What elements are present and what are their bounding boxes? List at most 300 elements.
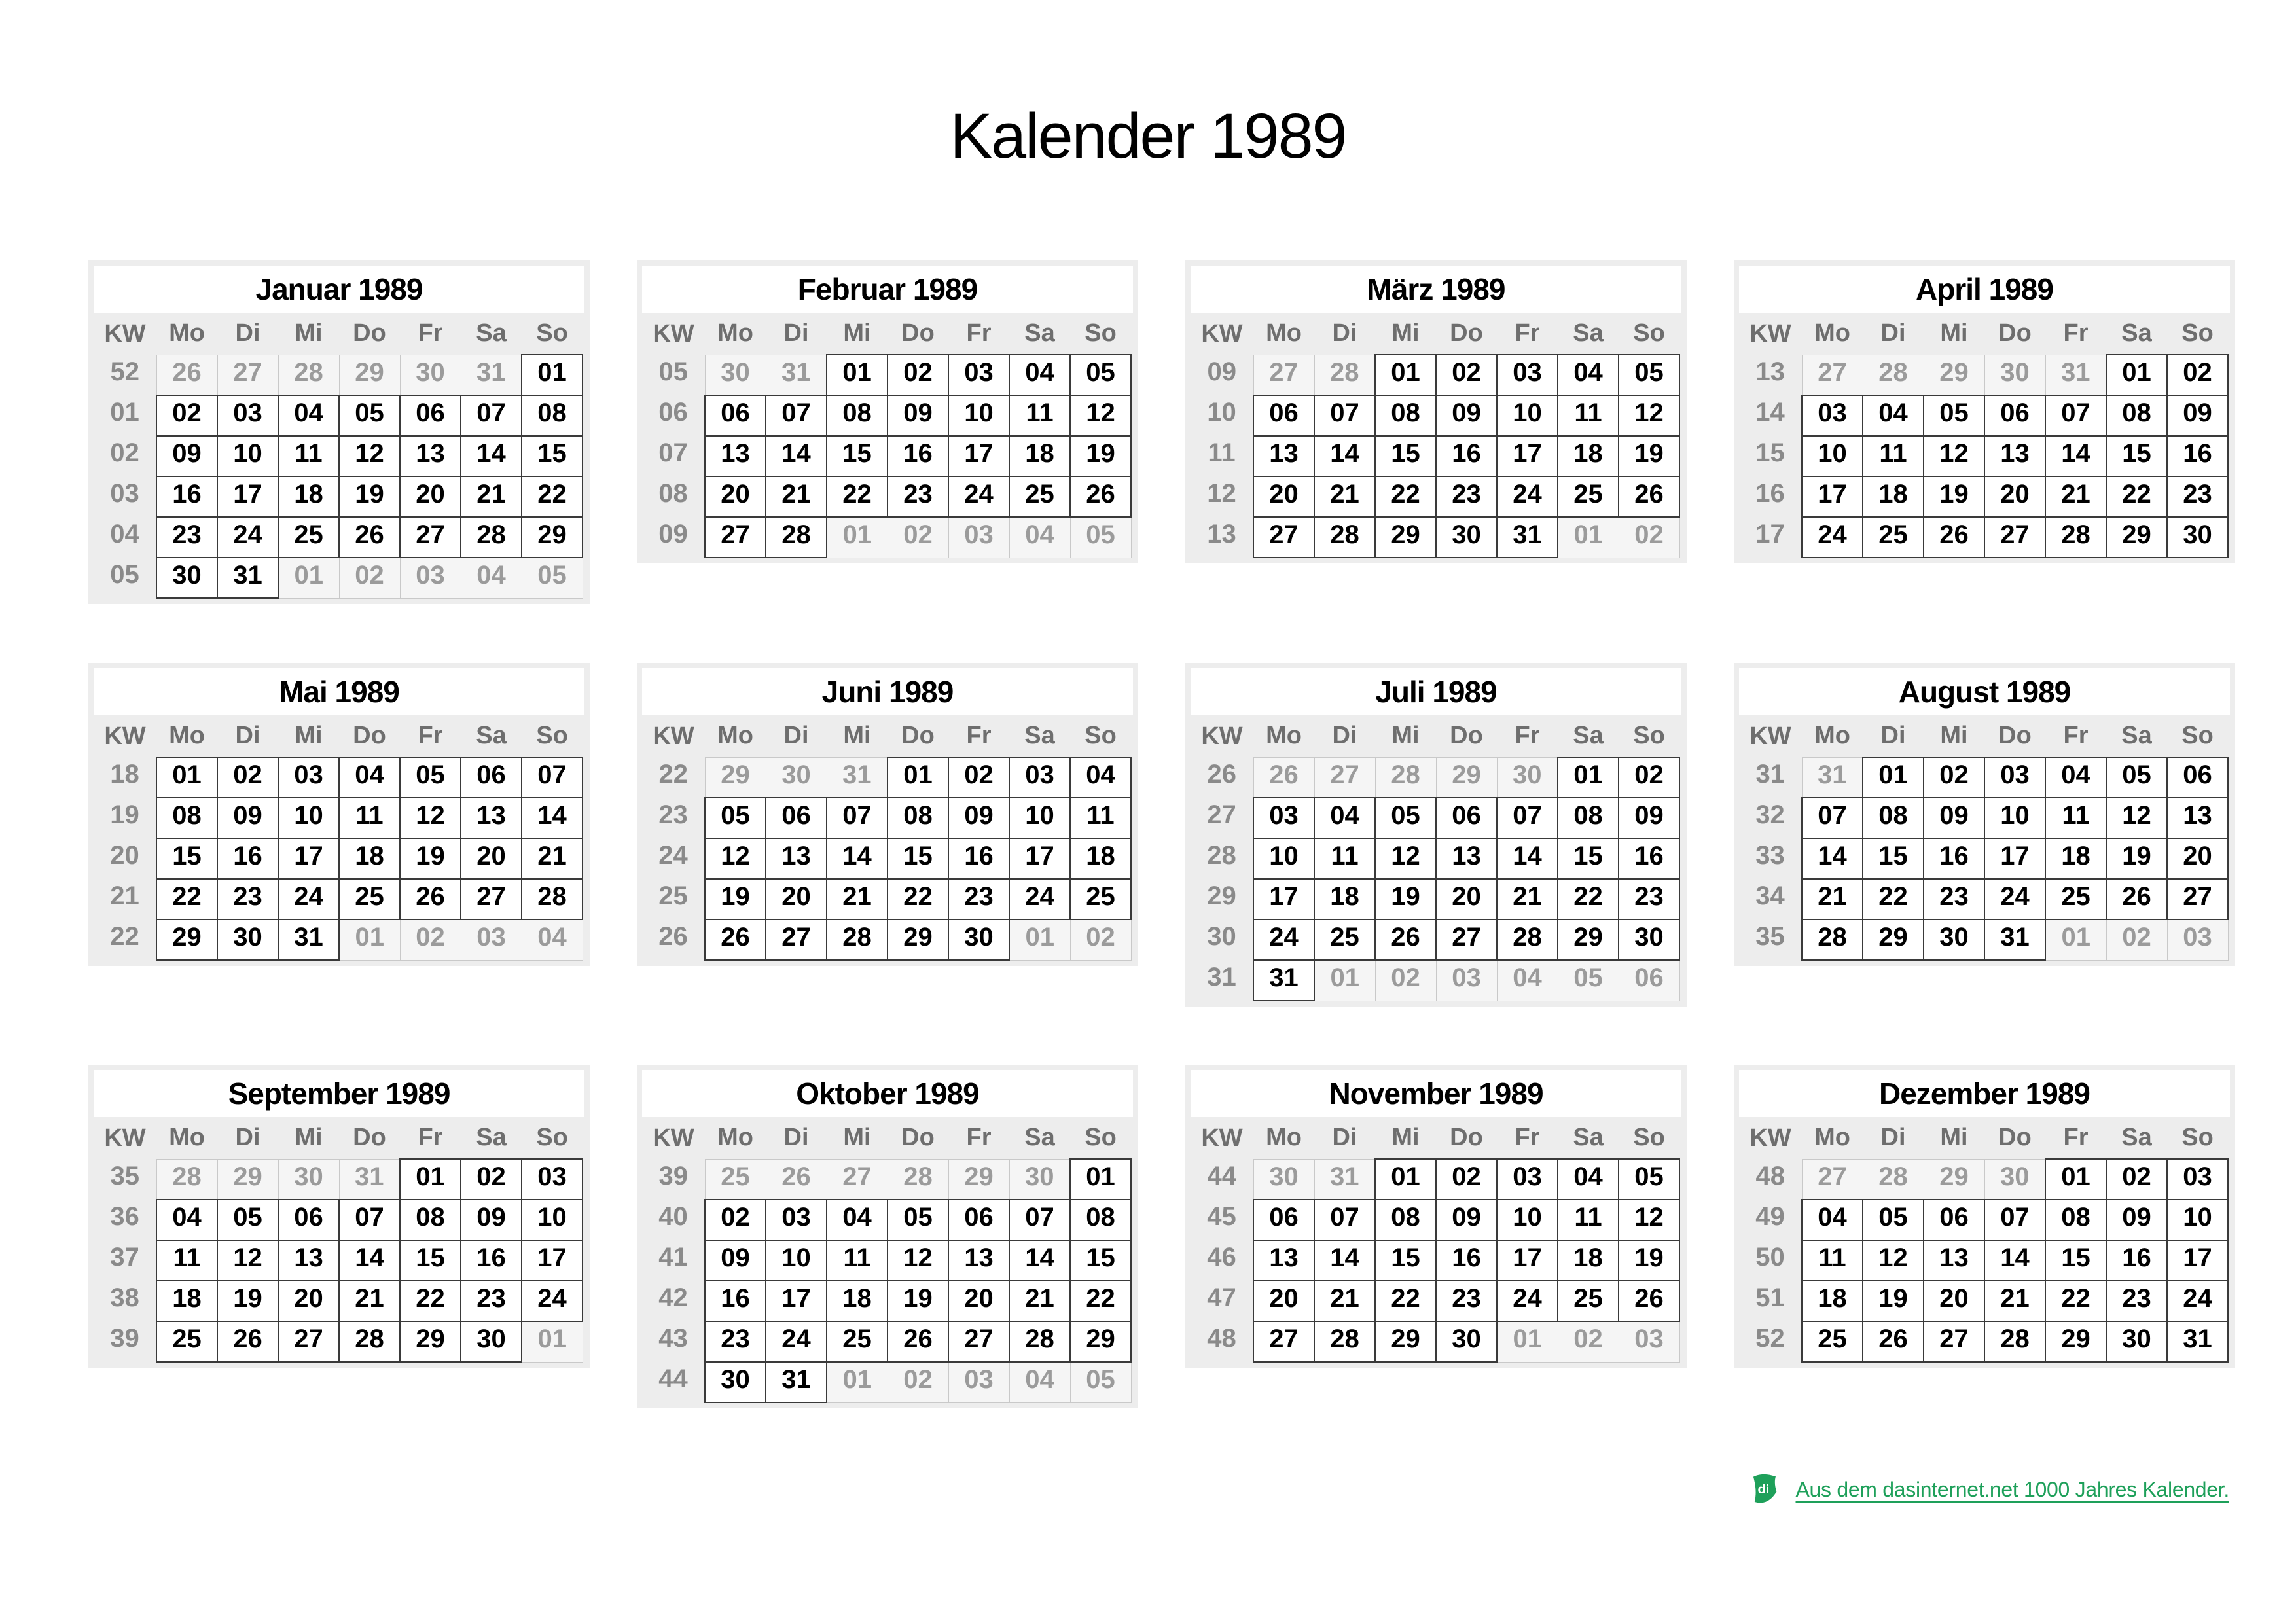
day-cell: 24 <box>278 879 339 919</box>
day-cell: 01 <box>1558 517 1619 558</box>
week-row <box>1739 1200 2228 1240</box>
day-cell: 23 <box>705 1321 766 1362</box>
kw-cell: 09 <box>1207 357 1236 386</box>
day-cell: 17 <box>1253 879 1314 919</box>
day-cell: 26 <box>1863 1321 1924 1362</box>
day-cell: 31 <box>766 355 827 395</box>
kw-cell: 37 <box>110 1243 139 1272</box>
day-cell: 04 <box>1070 757 1131 798</box>
day-cell: 04 <box>156 1200 217 1240</box>
week-row <box>1739 1321 2228 1362</box>
day-cell: 25 <box>1863 517 1924 558</box>
weekday-header: Di <box>1880 722 1906 749</box>
day-cell: 23 <box>2167 476 2228 517</box>
kw-cell: 42 <box>658 1283 688 1312</box>
month-table <box>94 715 583 961</box>
weekday-header: Di <box>235 319 260 348</box>
day-cell: 12 <box>1070 395 1131 436</box>
day-cell: 07 <box>1984 1200 2045 1240</box>
day-cell: 14 <box>1009 1240 1070 1281</box>
weekday-header: Sa <box>476 1124 507 1151</box>
day-cell: 02 <box>400 919 461 960</box>
day-cell: 16 <box>948 838 1009 879</box>
day-cell: 01 <box>2045 919 2106 960</box>
day-cell: 20 <box>2167 838 2228 879</box>
month-oktober <box>637 1065 1138 1408</box>
day-cell: 03 <box>522 1159 583 1200</box>
day-cell: 09 <box>1619 798 1679 838</box>
week-row <box>642 838 1131 879</box>
week-row <box>94 1321 583 1362</box>
day-cell: 09 <box>948 798 1009 838</box>
day-cell: 24 <box>1984 879 2045 919</box>
day-cell: 14 <box>461 436 522 476</box>
day-cell: 16 <box>217 838 278 879</box>
weekday-header: Mo <box>717 722 753 750</box>
day-cell: 25 <box>1009 476 1070 517</box>
weekday-header-row <box>642 715 1131 757</box>
month-juli <box>1185 663 1687 1007</box>
week-row <box>1191 838 1679 879</box>
day-cell: 10 <box>1009 798 1070 838</box>
day-cell: 06 <box>1253 1200 1314 1240</box>
weekday-header: Do <box>353 1124 386 1152</box>
day-cell: 29 <box>339 355 400 395</box>
day-cell: 03 <box>948 517 1009 558</box>
kw-header: KW <box>104 319 146 348</box>
day-cell: 03 <box>1253 798 1314 838</box>
day-cell: 10 <box>278 798 339 838</box>
day-cell: 17 <box>1984 838 2045 879</box>
weekday-header: Do <box>1998 319 2032 348</box>
kw-cell: 45 <box>1207 1202 1236 1231</box>
day-cell: 30 <box>1984 355 2045 395</box>
day-cell: 29 <box>522 517 583 558</box>
day-cell: 25 <box>1070 879 1131 919</box>
day-cell: 21 <box>1802 879 1863 919</box>
day-cell: 11 <box>827 1240 888 1281</box>
day-cell: 27 <box>827 1159 888 1200</box>
day-cell: 23 <box>156 517 217 558</box>
day-cell: 03 <box>2167 919 2228 960</box>
weekday-header: Do <box>353 319 386 348</box>
weekday-header: So <box>2181 319 2214 347</box>
day-cell: 05 <box>1619 1159 1679 1200</box>
kw-cell: 08 <box>658 479 688 508</box>
kw-cell: 03 <box>110 479 139 508</box>
day-cell: 30 <box>1436 1321 1497 1362</box>
day-cell: 30 <box>1436 517 1497 558</box>
day-cell: 13 <box>1253 436 1314 476</box>
day-cell: 25 <box>827 1321 888 1362</box>
kw-cell: 48 <box>1207 1324 1236 1353</box>
day-cell: 03 <box>278 757 339 798</box>
weekday-header: Di <box>1332 722 1357 750</box>
day-cell: 15 <box>2106 436 2167 476</box>
day-cell: 30 <box>705 1362 766 1402</box>
day-cell: 22 <box>400 1281 461 1321</box>
day-cell: 03 <box>766 1200 827 1240</box>
day-cell: 01 <box>1070 1159 1131 1200</box>
week-row <box>94 798 583 838</box>
day-cell: 25 <box>2045 879 2106 919</box>
day-cell: 03 <box>1984 757 2045 798</box>
day-cell: 30 <box>1924 919 1984 960</box>
day-cell: 15 <box>1558 838 1619 879</box>
kw-cell: 52 <box>110 357 139 386</box>
weekday-header: Mo <box>717 319 753 348</box>
kw-cell: 52 <box>1755 1324 1785 1353</box>
month-title: Dezember 1989 <box>1739 1070 2230 1117</box>
day-cell: 23 <box>217 879 278 919</box>
day-cell: 05 <box>1619 355 1679 395</box>
day-cell: 29 <box>2045 1321 2106 1362</box>
day-cell: 29 <box>2106 517 2167 558</box>
kw-header: KW <box>1749 1124 1791 1152</box>
week-row <box>1739 436 2228 476</box>
day-cell: 09 <box>1436 395 1497 436</box>
kw-cell: 22 <box>110 922 139 951</box>
day-cell: 01 <box>2106 355 2167 395</box>
day-cell: 27 <box>400 517 461 558</box>
day-cell: 22 <box>2045 1281 2106 1321</box>
day-cell: 03 <box>217 395 278 436</box>
day-cell: 25 <box>156 1321 217 1362</box>
day-cell: 27 <box>705 517 766 558</box>
day-cell: 29 <box>705 757 766 798</box>
day-cell: 01 <box>400 1159 461 1200</box>
day-cell: 14 <box>339 1240 400 1281</box>
weekday-header: So <box>1085 319 1117 347</box>
day-cell: 29 <box>1375 1321 1436 1362</box>
weekday-header: Sa <box>476 722 507 749</box>
day-cell: 20 <box>1984 476 2045 517</box>
day-cell: 28 <box>2045 517 2106 558</box>
day-cell: 03 <box>1497 355 1558 395</box>
weekday-header: Di <box>783 319 809 348</box>
kw-cell: 09 <box>658 520 688 548</box>
day-cell: 07 <box>1497 798 1558 838</box>
week-row <box>1739 757 2228 798</box>
day-cell: 08 <box>400 1200 461 1240</box>
weekday-header: Mi <box>1391 319 1420 347</box>
week-row <box>642 1240 1131 1281</box>
kw-cell: 49 <box>1755 1202 1785 1231</box>
month-title: Juli 1989 <box>1191 668 1681 715</box>
day-cell: 12 <box>1863 1240 1924 1281</box>
month-mai <box>88 663 590 966</box>
weekday-header: Sa <box>1573 1124 1604 1151</box>
day-cell: 18 <box>1802 1281 1863 1321</box>
day-cell: 21 <box>2045 476 2106 517</box>
weekday-header: Fr <box>2063 319 2089 348</box>
weekday-header: Sa <box>1573 722 1604 749</box>
day-cell: 09 <box>461 1200 522 1240</box>
weekday-header: Mi <box>1940 1124 1968 1152</box>
day-cell: 09 <box>1924 798 1984 838</box>
day-cell: 13 <box>2167 798 2228 838</box>
weekday-header: Do <box>1998 1124 2032 1152</box>
month-november <box>1185 1065 1687 1368</box>
day-cell: 02 <box>948 757 1009 798</box>
day-cell: 20 <box>400 476 461 517</box>
week-row <box>642 395 1131 436</box>
weekday-header: Fr <box>2063 1124 2089 1151</box>
day-cell: 27 <box>948 1321 1009 1362</box>
day-cell: 21 <box>827 879 888 919</box>
weekday-header: Fr <box>1515 1124 1540 1151</box>
day-cell: 24 <box>1497 476 1558 517</box>
weekday-header: Sa <box>1024 1124 1055 1152</box>
day-cell: 23 <box>1436 476 1497 517</box>
day-cell: 27 <box>1253 1321 1314 1362</box>
day-cell: 08 <box>1070 1200 1131 1240</box>
week-row <box>642 476 1131 517</box>
day-cell: 24 <box>1253 919 1314 960</box>
day-cell: 07 <box>1009 1200 1070 1240</box>
day-cell: 11 <box>339 798 400 838</box>
month-title: August 1989 <box>1739 668 2230 715</box>
day-cell: 08 <box>1558 798 1619 838</box>
weekday-header: So <box>536 722 568 749</box>
weekday-header: Di <box>235 722 260 749</box>
day-cell: 01 <box>1863 757 1924 798</box>
day-cell: 06 <box>705 395 766 436</box>
footer-link[interactable]: Aus dem dasinternet.net 1000 Jahres Kalender. <box>1795 1477 2229 1501</box>
day-cell: 16 <box>888 436 948 476</box>
day-cell: 02 <box>888 517 948 558</box>
kw-cell: 28 <box>1207 841 1236 870</box>
month-table <box>642 1117 1132 1403</box>
day-cell: 18 <box>1070 838 1131 879</box>
day-cell: 13 <box>1924 1240 1984 1281</box>
day-cell: 10 <box>522 1200 583 1240</box>
day-cell: 12 <box>339 436 400 476</box>
month-table <box>94 1117 583 1363</box>
kw-cell: 14 <box>1755 398 1785 427</box>
day-cell: 14 <box>1497 838 1558 879</box>
day-cell: 25 <box>1558 476 1619 517</box>
day-cell: 20 <box>461 838 522 879</box>
kw-cell: 31 <box>1755 760 1785 789</box>
day-cell: 11 <box>1070 798 1131 838</box>
day-cell: 21 <box>339 1281 400 1321</box>
weekday-header: So <box>1633 319 1665 347</box>
day-cell: 19 <box>1070 436 1131 476</box>
day-cell: 01 <box>1375 355 1436 395</box>
weekday-header: Di <box>1332 1124 1357 1152</box>
day-cell: 23 <box>2106 1281 2167 1321</box>
day-cell: 27 <box>1253 517 1314 558</box>
day-cell: 29 <box>156 919 217 960</box>
day-cell: 04 <box>1558 355 1619 395</box>
day-cell: 04 <box>461 558 522 598</box>
day-cell: 06 <box>2167 757 2228 798</box>
weekday-header: Di <box>783 722 809 750</box>
month-title: Mai 1989 <box>94 668 584 715</box>
day-cell: 26 <box>1924 517 1984 558</box>
day-cell: 27 <box>278 1321 339 1362</box>
day-cell: 18 <box>339 838 400 879</box>
day-cell: 02 <box>461 1159 522 1200</box>
day-cell: 29 <box>948 1159 1009 1200</box>
day-cell: 15 <box>156 838 217 879</box>
day-cell: 24 <box>766 1321 827 1362</box>
day-cell: 28 <box>522 879 583 919</box>
day-cell: 13 <box>1253 1240 1314 1281</box>
day-cell: 07 <box>1314 395 1375 436</box>
day-cell: 20 <box>1253 1281 1314 1321</box>
day-cell: 17 <box>1009 838 1070 879</box>
weekday-header-row <box>94 1117 583 1159</box>
month-table <box>1739 313 2229 558</box>
day-cell: 26 <box>1253 757 1314 798</box>
day-cell: 06 <box>461 757 522 798</box>
day-cell: 12 <box>1375 838 1436 879</box>
day-cell: 04 <box>1009 355 1070 395</box>
weekday-header: Mo <box>169 722 205 749</box>
kw-cell: 12 <box>1207 479 1236 508</box>
day-cell: 13 <box>1984 436 2045 476</box>
day-cell: 05 <box>1863 1200 1924 1240</box>
day-cell: 03 <box>461 919 522 960</box>
day-cell: 09 <box>2167 395 2228 436</box>
weekday-header-row <box>94 313 583 355</box>
day-cell: 28 <box>1863 1159 1924 1200</box>
week-row <box>94 558 583 598</box>
week-row <box>94 1200 583 1240</box>
weekday-header: Do <box>901 1124 935 1152</box>
week-row <box>1191 517 1679 558</box>
day-cell: 02 <box>1436 355 1497 395</box>
weekday-header: Di <box>1880 1124 1906 1152</box>
day-cell: 26 <box>766 1159 827 1200</box>
day-cell: 07 <box>2045 395 2106 436</box>
day-cell: 08 <box>2106 395 2167 436</box>
week-row <box>94 476 583 517</box>
day-cell: 06 <box>1924 1200 1984 1240</box>
day-cell: 28 <box>827 919 888 960</box>
weekday-header: Sa <box>1024 722 1055 749</box>
day-cell: 20 <box>705 476 766 517</box>
kw-cell: 17 <box>1755 520 1785 548</box>
day-cell: 28 <box>1802 919 1863 960</box>
weekday-header: Fr <box>418 319 443 348</box>
day-cell: 03 <box>1619 1321 1679 1362</box>
day-cell: 29 <box>1070 1321 1131 1362</box>
weekday-header-row <box>642 313 1131 355</box>
day-cell: 22 <box>1863 879 1924 919</box>
dasinternet-logo-icon[interactable] <box>1748 1472 1780 1507</box>
day-cell: 05 <box>339 395 400 436</box>
day-cell: 22 <box>156 879 217 919</box>
day-cell: 17 <box>948 436 1009 476</box>
day-cell: 28 <box>1009 1321 1070 1362</box>
week-row <box>1191 1159 1679 1200</box>
day-cell: 10 <box>1497 395 1558 436</box>
month-title: März 1989 <box>1191 266 1681 313</box>
day-cell: 24 <box>948 476 1009 517</box>
kw-cell: 46 <box>1207 1243 1236 1272</box>
day-cell: 27 <box>1314 757 1375 798</box>
day-cell: 25 <box>278 517 339 558</box>
weekday-header: Mi <box>295 1124 323 1152</box>
week-row <box>1739 919 2228 960</box>
day-cell: 23 <box>948 879 1009 919</box>
kw-header: KW <box>653 722 694 750</box>
day-cell: 22 <box>1375 1281 1436 1321</box>
day-cell: 28 <box>1314 1321 1375 1362</box>
week-row <box>642 1200 1131 1240</box>
day-cell: 27 <box>2167 879 2228 919</box>
day-cell: 22 <box>1375 476 1436 517</box>
weekday-header: Sa <box>476 319 507 348</box>
day-cell: 07 <box>522 757 583 798</box>
kw-cell: 15 <box>1755 438 1785 467</box>
kw-cell: 20 <box>110 841 139 870</box>
day-cell: 08 <box>1863 798 1924 838</box>
day-cell: 29 <box>1436 757 1497 798</box>
day-cell: 01 <box>522 355 583 395</box>
day-cell: 26 <box>2106 879 2167 919</box>
day-cell: 31 <box>461 355 522 395</box>
weekday-header-row <box>1191 715 1679 757</box>
day-cell: 16 <box>705 1281 766 1321</box>
day-cell: 01 <box>156 757 217 798</box>
kw-cell: 35 <box>1755 922 1785 951</box>
day-cell: 05 <box>1070 1362 1131 1402</box>
month-title: Januar 1989 <box>94 266 584 313</box>
weekday-header: Fr <box>966 722 992 749</box>
kw-cell: 26 <box>1207 760 1236 789</box>
day-cell: 16 <box>156 476 217 517</box>
week-row <box>1191 1281 1679 1321</box>
kw-cell: 07 <box>658 438 688 467</box>
week-row <box>1739 879 2228 919</box>
day-cell: 11 <box>1863 436 1924 476</box>
month-märz <box>1185 260 1687 563</box>
day-cell: 18 <box>1558 1240 1619 1281</box>
weekday-header-row <box>1739 715 2228 757</box>
weekday-header-row <box>642 1117 1131 1159</box>
week-row <box>1191 1240 1679 1281</box>
day-cell: 19 <box>2106 838 2167 879</box>
weekday-header: Mi <box>843 319 871 347</box>
kw-header: KW <box>1749 722 1791 750</box>
weekday-header: So <box>2181 1124 2214 1151</box>
day-cell: 05 <box>2106 757 2167 798</box>
day-cell: 14 <box>1314 436 1375 476</box>
day-cell: 30 <box>1619 919 1679 960</box>
day-cell: 18 <box>1009 436 1070 476</box>
weekday-header: Mo <box>1814 1124 1850 1152</box>
day-cell: 04 <box>1009 517 1070 558</box>
day-cell: 04 <box>827 1200 888 1240</box>
day-cell: 15 <box>1375 1240 1436 1281</box>
kw-header: KW <box>1749 319 1791 348</box>
kw-cell: 50 <box>1755 1243 1785 1272</box>
day-cell: 30 <box>766 757 827 798</box>
month-september <box>88 1065 590 1368</box>
day-cell: 13 <box>705 436 766 476</box>
day-cell: 30 <box>705 355 766 395</box>
kw-cell: 01 <box>110 398 139 427</box>
day-cell: 01 <box>827 355 888 395</box>
day-cell: 11 <box>156 1240 217 1281</box>
day-cell: 04 <box>1009 1362 1070 1402</box>
week-row <box>1739 1159 2228 1200</box>
week-row <box>642 517 1131 558</box>
